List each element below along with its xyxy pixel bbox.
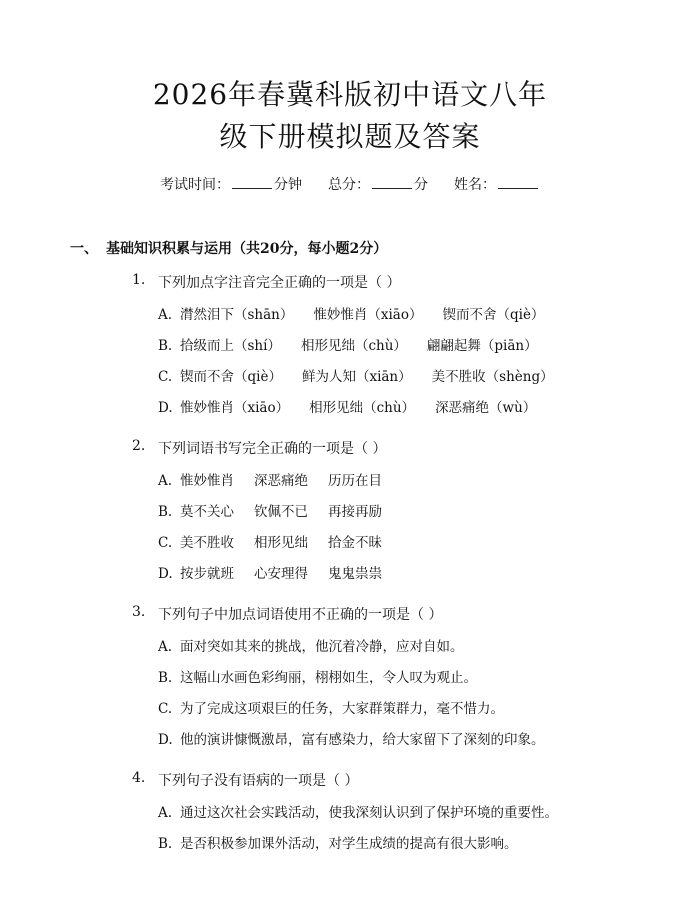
student-name	[454, 174, 540, 194]
option-text: 惟妙惟肖	[180, 473, 234, 489]
answer-option	[158, 829, 630, 860]
option-text: 通过这次社会实践活动，使我深刻认识到了保护环境的重要性。	[180, 805, 558, 821]
option-label: B.	[158, 670, 173, 686]
answer-option	[158, 798, 630, 829]
question	[132, 272, 630, 292]
option-text: 心安理得	[254, 566, 308, 582]
total-score	[328, 174, 428, 194]
question-number: 4.	[132, 770, 146, 786]
answer-option	[158, 663, 630, 694]
option-text: 按步就班	[180, 566, 234, 582]
option-text: 拾金不昧	[328, 535, 382, 551]
option-text: 鲜为人知（xiān）	[301, 369, 412, 385]
option-text: 惟妙惟肖（xiāo）	[180, 400, 290, 416]
answer-option	[158, 559, 630, 590]
option-text: 美不胜收	[180, 535, 234, 551]
question-number: 3.	[132, 604, 146, 620]
option-text: 再接再励	[328, 504, 382, 520]
option-text: 相形见绌（chù）	[309, 400, 416, 416]
option-text: 翩翩起舞（piān）	[426, 338, 538, 354]
option-text: 相形见绌（chù）	[300, 338, 407, 354]
answer-option	[158, 300, 630, 331]
option-text: 相形见绌	[254, 535, 308, 551]
option-label: C.	[158, 369, 173, 385]
option-label: B.	[158, 836, 173, 852]
question-number: 1.	[132, 272, 146, 288]
option-label: D.	[158, 400, 173, 416]
option-label: C.	[158, 535, 173, 551]
answer-option	[158, 466, 630, 497]
option-label: A.	[158, 307, 173, 323]
option-label: B.	[158, 338, 173, 354]
option-text: 为了完成这项艰巨的任务，大家群策群力，毫不惜力。	[180, 701, 504, 717]
name-blank	[498, 174, 538, 189]
option-text: 美不胜收（shèng）	[431, 369, 554, 385]
option-text: 锲而不舍（qiè）	[442, 307, 545, 323]
option-list	[70, 798, 630, 860]
answer-option	[158, 393, 630, 424]
exam-meta	[70, 174, 630, 194]
option-label: C.	[158, 701, 173, 717]
option-text: 是否积极参加课外活动，对学生成绩的提高有很大影响。	[180, 836, 518, 852]
score-blank	[372, 174, 412, 189]
question-number: 2.	[132, 438, 146, 454]
option-label: A.	[158, 639, 173, 655]
option-label: B.	[158, 504, 173, 520]
question-stem: 下列加点字注音完全正确的一项是（ ）	[158, 275, 401, 291]
option-text: 钦佩不已	[254, 504, 308, 520]
question-stem: 下列句子中加点词语使用不正确的一项是（ ）	[158, 607, 443, 623]
option-label: D.	[158, 566, 173, 582]
option-list	[70, 466, 630, 590]
exam-time	[160, 174, 302, 194]
score-unit: 分	[414, 177, 428, 193]
option-label: A.	[158, 473, 173, 489]
answer-option	[158, 632, 630, 663]
section-number: 一、	[70, 241, 98, 257]
option-text: 他的演讲慷慨激昂，富有感染力，给大家留下了深刻的印象。	[180, 732, 545, 748]
option-text: 拾级而上（shí）	[180, 338, 281, 354]
option-label: A.	[158, 805, 173, 821]
option-label: D.	[158, 732, 173, 748]
question	[132, 438, 630, 458]
answer-option	[158, 694, 630, 725]
question-list	[70, 272, 630, 860]
question-stem: 下列句子没有语病的一项是（ ）	[158, 773, 359, 789]
score-label: 总分：	[328, 177, 370, 193]
option-text: 历历在目	[328, 473, 382, 489]
option-text: 深恶痛绝	[254, 473, 308, 489]
question	[132, 770, 630, 790]
question	[132, 604, 630, 624]
answer-option	[158, 331, 630, 362]
option-list	[70, 300, 630, 424]
option-text: 惟妙惟肖（xiāo）	[313, 307, 423, 323]
answer-option	[158, 528, 630, 559]
option-text: 这幅山水画色彩绚丽，栩栩如生，令人叹为观止。	[180, 670, 477, 686]
option-text: 莫不关心	[180, 504, 234, 520]
question-stem: 下列词语书写完全正确的一项是（ ）	[158, 441, 387, 457]
option-text: 面对突如其来的挑战，他沉着冷静，应对自如。	[180, 639, 464, 655]
option-text: 锲而不舍（qiè）	[180, 369, 282, 385]
section-title: 基础知识积累与运用（共20分，每小题2分）	[106, 241, 388, 257]
section-heading	[70, 238, 630, 258]
option-text: 潸然泪下（shān）	[180, 307, 294, 323]
answer-option	[158, 362, 630, 393]
answer-option	[158, 725, 630, 756]
option-text: 深恶痛绝（wù）	[435, 400, 537, 416]
time-label: 考试时间：	[160, 177, 230, 193]
name-label: 姓名：	[454, 177, 496, 193]
page-title: 2026年春冀科版初中语文八年级下册模拟题及答案	[152, 78, 548, 153]
time-blank	[232, 174, 272, 189]
time-unit: 分钟	[274, 177, 302, 193]
option-list	[70, 632, 630, 756]
answer-option	[158, 497, 630, 528]
option-text: 鬼鬼祟祟	[328, 566, 382, 582]
